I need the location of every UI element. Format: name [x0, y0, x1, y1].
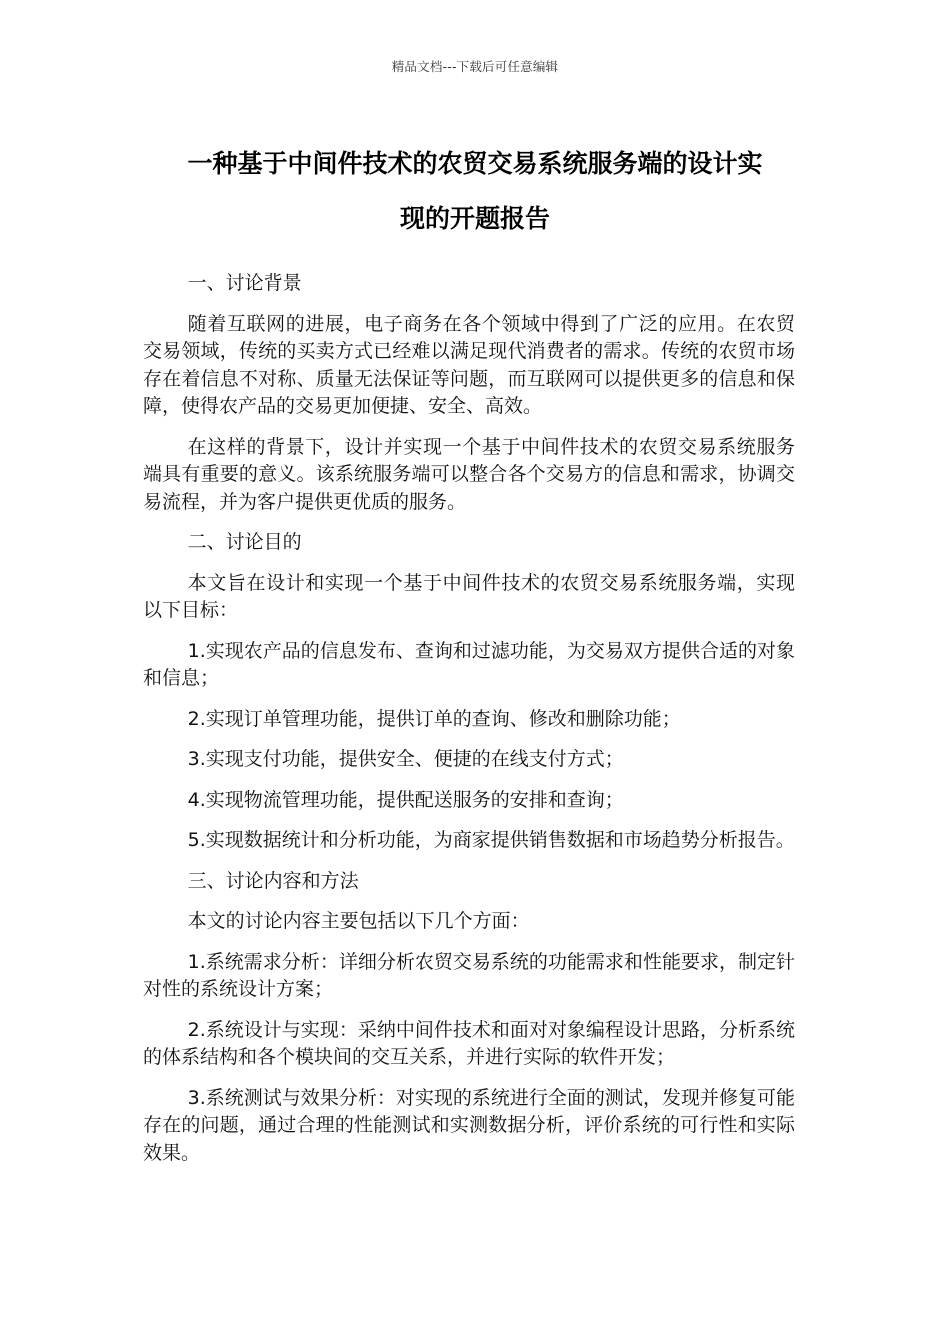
list-item: 4.实现物流管理功能，提供配送服务的安排和查询；	[187, 788, 624, 811]
header-note: 精品文档---下载后可任意编辑	[391, 59, 559, 74]
list-item: 1.实现农产品的信息发布、查询和过滤功能，为交易双方提供合适的对象和信息；	[143, 639, 795, 689]
title-line-1: 一种基于中间件技术的农贸交易系统服务端的设计实	[187, 149, 763, 178]
paragraph: 本文旨在设计和实现一个基于中间件技术的农贸交易系统服务端，实现以下目标：	[143, 571, 795, 621]
list-item: 3.系统测试与效果分析：对实现的系统进行全面的测试，发现并修复可能存在的问题，通过合理的性能测试和实测数据分析，评价系统的可行性和实际效果。	[143, 1086, 795, 1164]
title-line-2: 现的开题报告	[399, 204, 550, 233]
document-title	[130, 136, 820, 246]
section-heading-content-method: 三、讨论内容和方法	[187, 869, 359, 892]
list-item: 5.实现数据统计和分析功能，为商家提供销售数据和市场趋势分析报告。	[187, 829, 795, 851]
section-heading-purpose: 二、讨论目的	[187, 531, 302, 553]
list-item: 2.系统设计与实现：采纳中间件技术和面对对象编程设计思路，分析系统的体系结构和各个模块间的交互关系，并进行实际的软件开发；	[143, 1018, 795, 1068]
paragraph: 本文的讨论内容主要包括以下几个方面：	[187, 910, 530, 932]
paragraph: 随着互联网的进展，电子商务在各个领域中得到了广泛的应用。在农贸交易领域，传统的买卖方式已经难以满足现代消费者的需求。传统的农贸市场存在着信息不对称、质量无法保证等问题，而互联网可以提供更多的信息和保障，使得农产品的交易更加便捷、安全、高效。	[143, 312, 795, 417]
document-body	[143, 270, 795, 1180]
section-heading-background: 一、讨论背景	[187, 272, 302, 294]
list-item: 1.系统需求分析：详细分析农贸交易系统的功能需求和性能要求，制定针对性的系统设计方案；	[143, 950, 795, 1000]
list-item: 3.实现支付功能，提供安全、便捷的在线支付方式；	[187, 748, 624, 770]
paragraph: 在这样的背景下，设计并实现一个基于中间件技术的农贸交易系统服务端具有重要的意义。该系统服务端可以整合各个交易方的信息和需求，协调交易流程，并为客户提供更优质的服务。	[143, 435, 795, 513]
list-item: 2.实现订单管理功能，提供订单的查询、修改和删除功能；	[187, 707, 681, 730]
